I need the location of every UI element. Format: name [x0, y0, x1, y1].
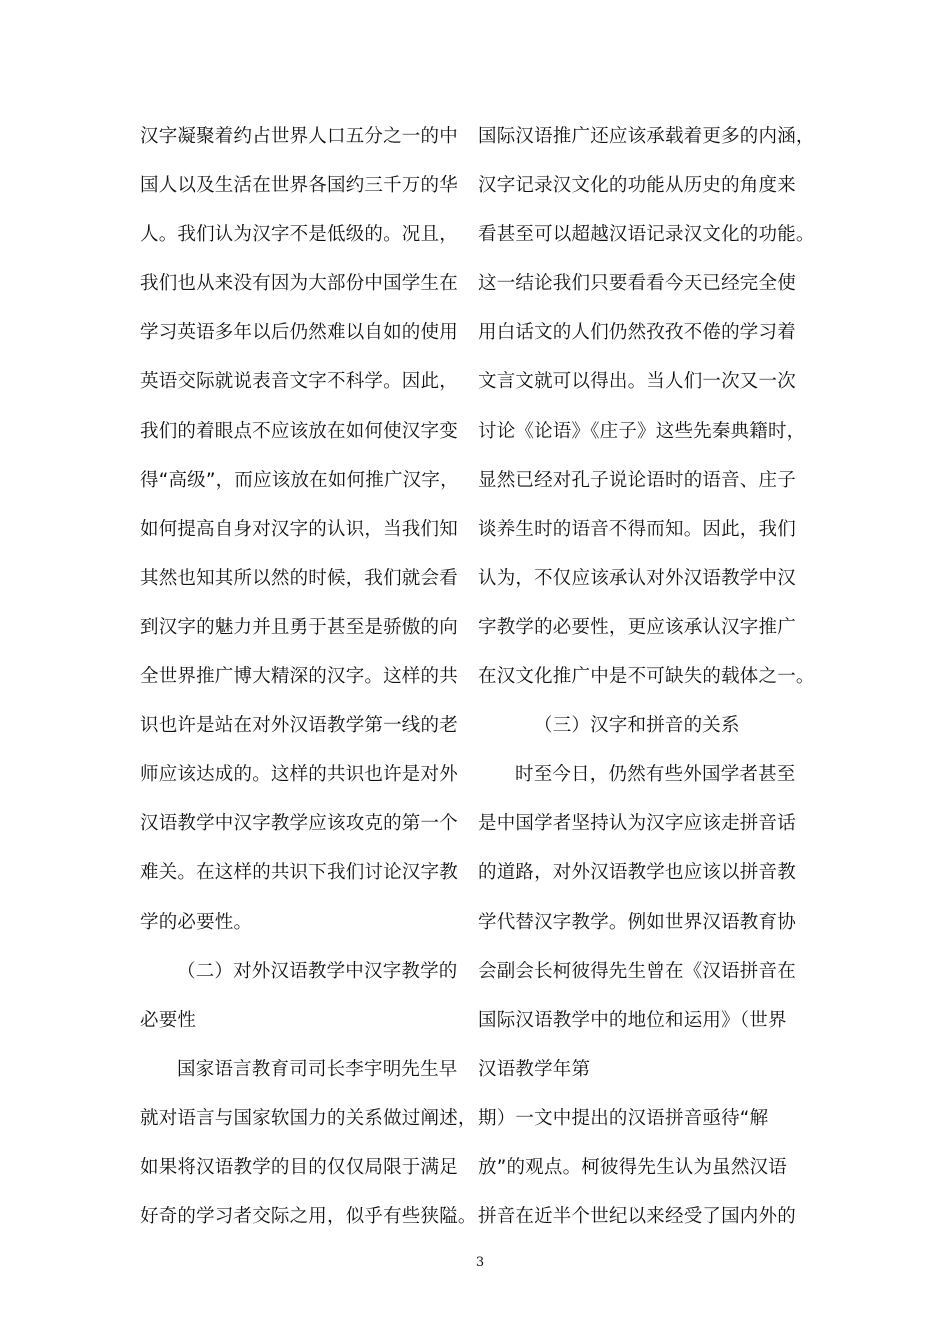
- right-text-column: [478, 118, 823, 1247]
- text-line: 汉字凝聚着约占世界人口五分之一的中: [140, 126, 458, 147]
- text-line: 国际汉语推广还应该承载着更多的内涵，: [478, 126, 815, 147]
- text-line: 是中国学者坚持认为汉字应该走拼音话: [478, 813, 796, 835]
- text-line: 得“高级”，而应该放在如何推广汉字，: [140, 469, 459, 491]
- text-line: 学习英语多年以后仍然难以自如的使用: [140, 322, 458, 344]
- text-line: 这一结论我们只要看看今天已经完全使: [478, 273, 796, 295]
- text-line: 我们的着眼点不应该放在如何使汉字变: [140, 420, 458, 442]
- text-line: 放”的观点。柯彼得先生认为虽然汉语: [478, 1156, 787, 1178]
- page-number: 3: [475, 1255, 485, 1270]
- text-line: 识也许是站在对外汉语教学第一线的老: [140, 715, 458, 737]
- text-line: 其然也知其所以然的时候，我们就会看: [140, 567, 458, 589]
- text-line: 如果将汉语教学的目的仅仅局限于满足: [140, 1156, 458, 1178]
- text-line: 人。我们认为汉字不是低级的。况且，: [140, 224, 458, 246]
- paragraph-start: 国家语言教育司司长李宇明先生早: [177, 1058, 458, 1080]
- text-line: 师应该达成的。这样的共识也许是对外: [140, 764, 458, 786]
- text-line: 文言文就可以得出。当人们一次又一次: [478, 371, 796, 393]
- text-line: 会副会长柯彼得先生曾在《汉语拼音在: [478, 960, 796, 982]
- section-heading-continued: 必要性: [140, 1009, 197, 1031]
- left-text-column: [140, 118, 485, 1247]
- text-line: 用白话文的人们仍然孜孜不倦的学习着: [478, 322, 796, 344]
- text-line: 国际汉语教学中的地位和运用》（世界: [478, 1009, 787, 1031]
- text-line: 学代替汉字教学。例如世界汉语教育协: [478, 911, 796, 933]
- text-line: 汉字记录汉文化的功能从历史的角度来: [478, 175, 796, 197]
- text-line: 讨论《论语》《庄子》这些先秦典籍时，: [478, 420, 806, 442]
- text-line: 如何提高自身对汉字的认识，当我们知: [140, 518, 458, 540]
- text-line: 难关。在这样的共识下我们讨论汉字教: [140, 862, 458, 884]
- text-line: 认为，不仅应该承认对外汉语教学中汉: [478, 567, 796, 589]
- text-line: 我们也从来没有因为大部份中国学生在: [140, 273, 458, 295]
- text-line: 显然已经对孔子说论语时的语音、庄子: [478, 469, 796, 491]
- text-line: 就对语言与国家软国力的关系做过阐述，: [140, 1107, 477, 1129]
- text-line: 的道路，对外汉语教学也应该以拼音教: [478, 862, 796, 884]
- section-heading: （二）对外汉语教学中汉字教学的: [177, 960, 458, 982]
- text-line: 学的必要性。: [140, 911, 253, 933]
- text-line: 拼音在近半个世纪以来经受了国内外的: [478, 1206, 796, 1228]
- text-line: 字教学的必要性，更应该承认汉字推广: [478, 616, 796, 638]
- text-line: 在汉文化推广中是不可缺失的载体之一。: [478, 666, 815, 688]
- text-line: 国人以及生活在世界各国约三千万的华: [140, 175, 458, 197]
- text-line: 到汉字的魅力并且勇于甚至是骄傲的向: [140, 616, 458, 638]
- paragraph-start: 时至今日，仍然有些外国学者甚至: [515, 764, 796, 786]
- text-line: 谈养生时的语音不得而知。因此，我们: [478, 518, 796, 540]
- text-line: 汉语教学中汉字教学应该攻克的第一个: [140, 813, 458, 835]
- text-line: 英语交际就说表音文字不科学。因此，: [140, 371, 458, 393]
- text-line: 汉语教学年第: [478, 1058, 591, 1080]
- text-line: 期）一文中提出的汉语拼音亟待“解: [478, 1107, 769, 1129]
- text-line: 好奇的学习者交际之用，似乎有些狭隘。: [140, 1206, 477, 1228]
- text-line: 看甚至可以超越汉语记录汉文化的功能。: [478, 224, 815, 246]
- section-heading: （三）汉字和拼音的关系: [534, 715, 740, 737]
- text-line: 全世界推广博大精深的汉字。这样的共: [140, 666, 458, 688]
